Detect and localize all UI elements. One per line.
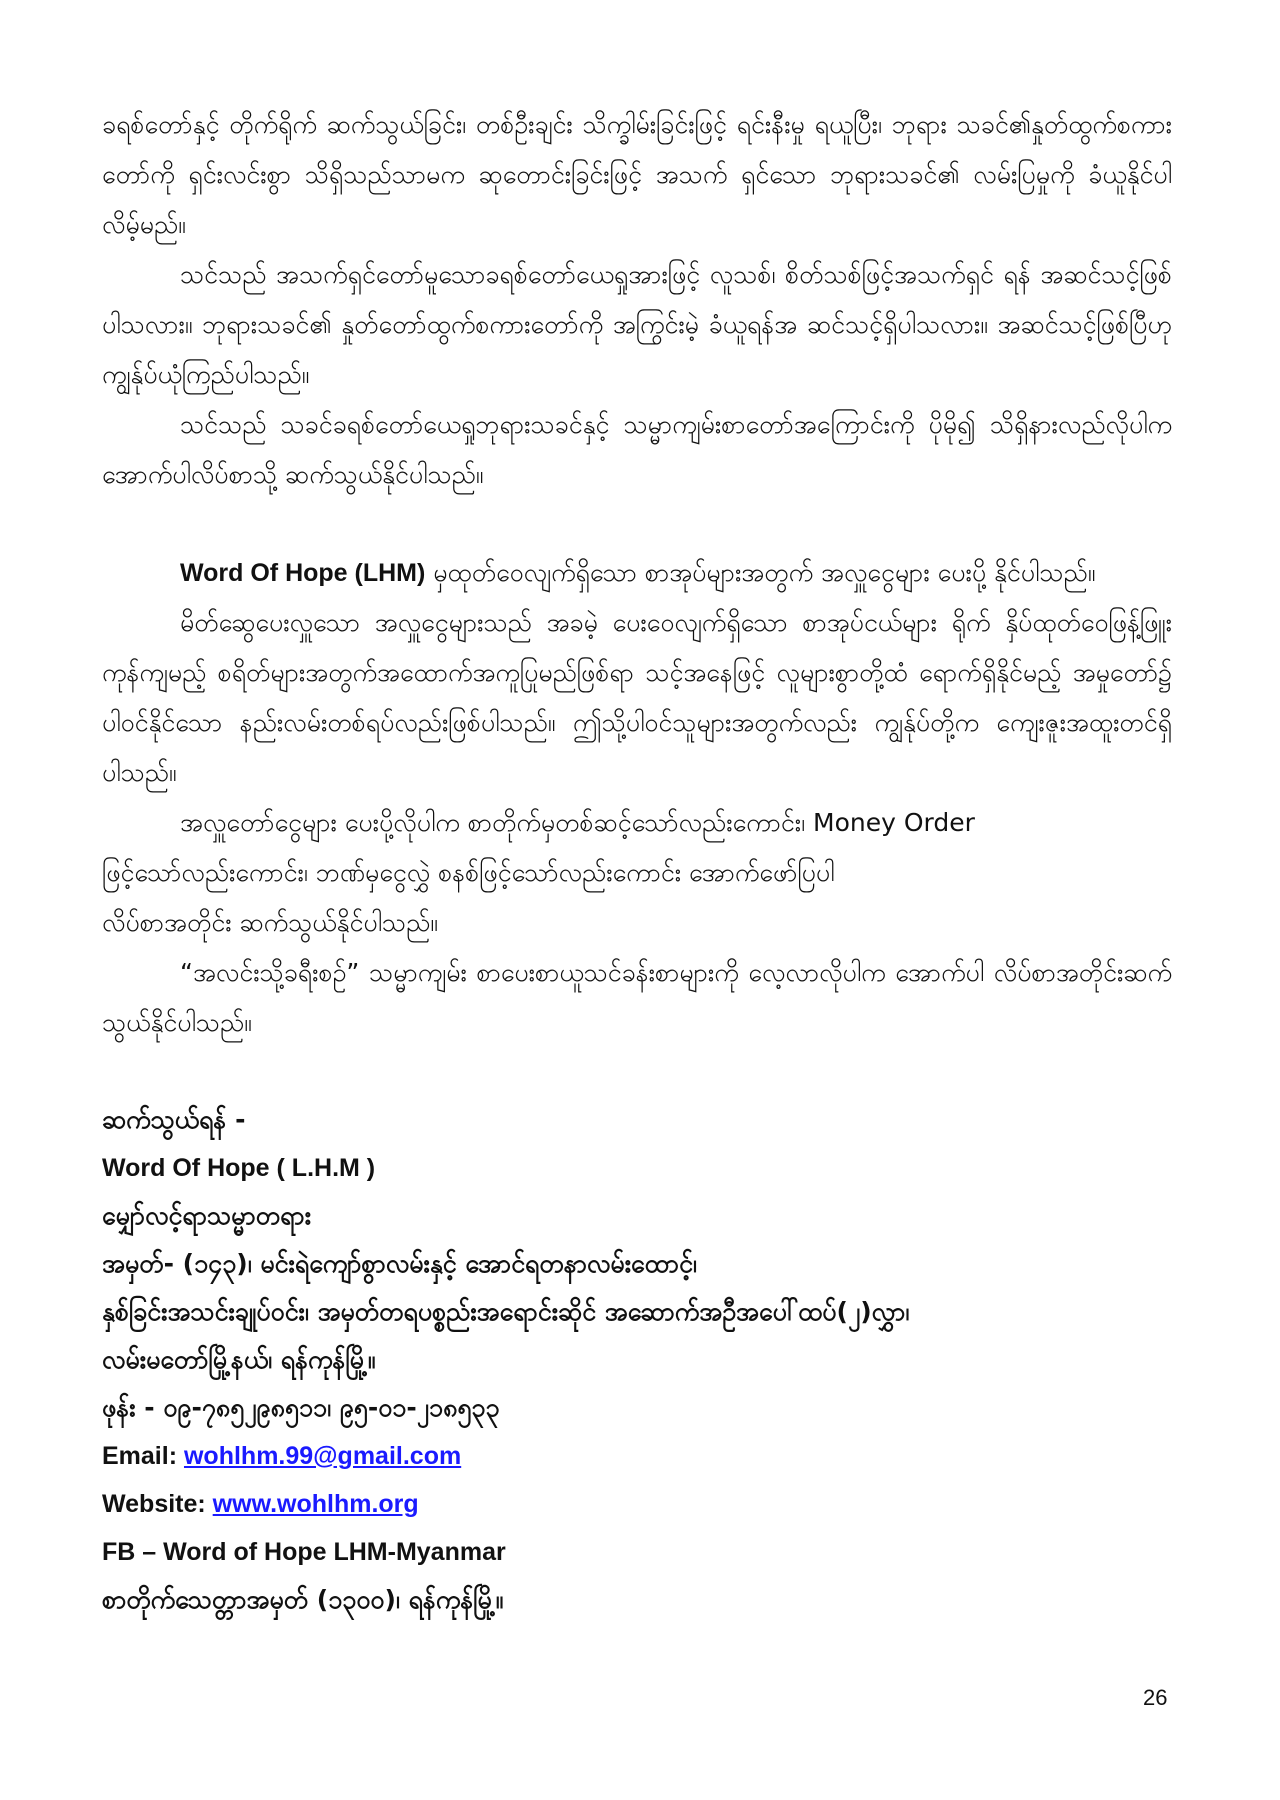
- paragraph-new-life: သင်သည် အသက်ရှင်တော်မူသောခရစ်တော်ယေရှုအားဖြင့် လူသစ်၊ စိတ်သစ်ဖြင့်အသက်ရှင် ရန် အဆင်သင့်ဖြစ်ပါသလား။ ဘုရားသခင်၏ နှုတ်တော်ထွက်စကားတော်ကို အကြွင်းမဲ့ ခံယူရန်အ ဆင်သင့်ရှိပါသလား။ အဆင်သင့်ဖြစ်ပြီဟု ကျွန်ုပ်ယုံကြည်ပါသည်။: [102, 260, 1172, 389]
- paragraph-correspondence-course: “အလင်းသို့ခရီးစဉ်” သမ္မာကျမ်း စာပေးစာယူသင်ခန်းစာများကို လေ့လာလိုပါက အောက်ပါ လိပ်စာအတိုင်းဆက်သွယ်နိုင်ပါသည်။: [102, 958, 1172, 1037]
- contact-address-line2: နှစ်ခြင်းအသင်းချုပ်ဝင်း၊ အမှတ်တရပစ္စည်းအရောင်းဆိုင် အဆောက်အဦအပေါ်ထပ်(၂)လွှာ၊: [102, 1297, 910, 1326]
- word-of-hope-bold: Word Of Hope (LHM): [180, 559, 426, 587]
- contact-heading: ဆက်သွယ်ရန် -: [102, 1105, 246, 1134]
- donation-intro-text: မှထုတ်ဝေလျက်ရှိသော စာအုပ်များအတွက် အလှူငွေများ ပေးပို့ နိုင်ပါသည်။: [425, 558, 1096, 587]
- section-spacer: [102, 500, 1172, 548]
- email-link[interactable]: wohlhm.99@gmail.com: [183, 1442, 462, 1470]
- contact-email-row: [102, 1432, 1172, 1480]
- paragraph-donation-purpose: မိတ်ဆွေပေးလှူသော အလှူငွေများသည် အခမဲ့ ပေးဝေလျက်ရှိသော စာအုပ်ငယ်များ ရိုက် နှိပ်ထုတ်ဝေဖြန့်ဖြူးကုန်ကျမည့် စရိတ်များအတွက်အထောက်အကူပြုမည်ဖြစ်ရာ သင့်အနေဖြင့် လူများစွာတို့ထံ ရောက်ရှိနိုင်မည့် အမှုတော်၌ ပါဝင်နိုင်သော နည်းလမ်းတစ်ရပ်လည်းဖြစ်ပါသည်။ ဤသို့ပါဝင်သူများအတွက်လည်း ကျွန်ုပ်တို့က ကျေးဇူးအထူးတင်ရှိပါသည်။: [102, 608, 1172, 787]
- contact-block: [102, 1096, 1172, 1624]
- donation-methods-line3: လိပ်စာအတိုင်း ဆက်သွယ်နိုင်ပါသည်။: [102, 908, 438, 937]
- contact-org-name: Word Of Hope ( L.H.M ): [102, 1154, 376, 1182]
- paragraph-donation-methods: [102, 798, 1172, 948]
- website-link[interactable]: www.wohlhm.org: [212, 1490, 419, 1518]
- paragraph-donation-intro: [102, 548, 1172, 598]
- contact-phone: ဖုန်း - ၀၉-၇၈၅၂၉၈၅၁၁၊ ၉၅-၀၁-၂၁၈၅၃၃: [102, 1393, 500, 1422]
- contact-website-row: [102, 1480, 1172, 1528]
- donation-methods-line2: ဖြင့်သော်လည်းကောင်း၊ ဘဏ်မှငွေလွှဲ စနစ်ဖြင့်သော်လည်းကောင်း အောက်ဖော်ပြပါ: [102, 858, 835, 887]
- website-label: Website:: [102, 1490, 213, 1518]
- donation-methods-line1: အလှူတော်ငွေများ ပေးပို့လိုပါက စာတိုက်မှတစ်ဆင့်သော်လည်းကောင်း၊ Money Order: [180, 808, 975, 837]
- contact-org-name-myanmar: မျှော်လင့်ရာသမ္မာတရား: [102, 1201, 312, 1230]
- section-spacer: [102, 1048, 1172, 1096]
- contact-po-box: စာတိုက်သေတ္တာအမှတ် (၁၃၀၀)၊ ရန်ကုန်မြို့။: [102, 1585, 504, 1614]
- email-label: Email:: [102, 1442, 184, 1470]
- contact-address-line1: အမှတ်- (၁၄၃)၊ မင်းရဲကျော်စွာလမ်းနှင့် အောင်ရတနာလမ်းထောင့်၊: [102, 1249, 697, 1278]
- page-number: 26: [1143, 1685, 1168, 1710]
- paragraph-contact-invite: သင်သည် သခင်ခရစ်တော်ယေရှုဘုရားသခင်နှင့် သမ္မာကျမ်းစာတော်အကြောင်းကို ပိုမို၍ သိရှိနားလည်လိုပါက အောက်ပါလိပ်စာသို့ ဆက်သွယ်နိုင်ပါသည်။: [102, 410, 1172, 489]
- contact-address-line3: လမ်းမတော်မြို့နယ်၊ ရန်ကုန်မြို့။: [102, 1345, 376, 1374]
- contact-facebook: FB – Word of Hope LHM-Myanmar: [102, 1538, 506, 1566]
- page-content: [102, 100, 1172, 1624]
- paragraph-intro-continued: ခရစ်တော်နှင့် တိုက်ရိုက် ဆက်သွယ်ခြင်း၊ တစ်ဦးချင်း သိက္ခါမ်းခြင်းဖြင့် ရင်းနီးမှု ရယူပြီး၊ ဘုရား သခင်၏နှုတ်ထွက်စကားတော်ကို ရှင်းလင်းစွာ သိရှိသည်သာမက ဆုတောင်းခြင်းဖြင့် အသက် ရှင်သော ဘုရားသခင်၏ လမ်းပြမှုကို ခံယူနိုင်ပါလိမ့်မည်။: [102, 110, 1172, 239]
